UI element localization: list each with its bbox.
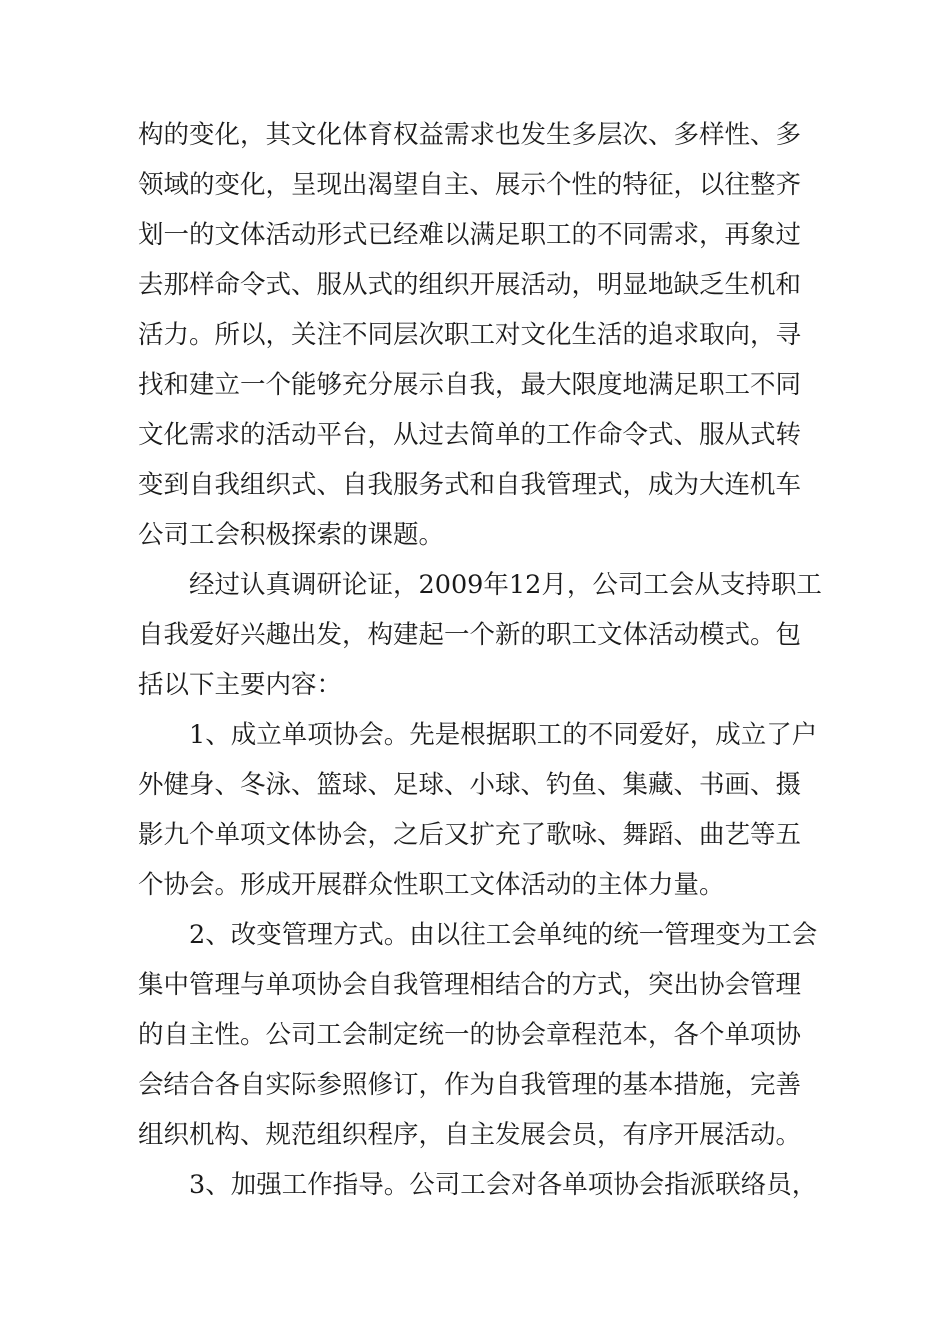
text-line: 外健身、冬泳、篮球、足球、小球、钓鱼、集藏、书画、摄: [138, 770, 802, 800]
paragraph-2: [138, 560, 828, 710]
text-line: 影九个单项文体协会，之后又扩充了歌咏、舞蹈、曲艺等五: [138, 820, 802, 850]
text-line: 去那样命令式、服从式的组织开展活动，明显地缺乏生机和: [138, 270, 802, 300]
text-line: 个协会。形成开展群众性职工文体活动的主体力量。: [138, 870, 725, 900]
text-line: 文化需求的活动平台，从过去简单的工作命令式、服从式转: [138, 420, 802, 450]
text-line: 经过认真调研论证，2009年12月，公司工会从支持职工: [138, 570, 822, 600]
text-line: 括以下主要内容：: [138, 670, 343, 700]
text-line: 的自主性。公司工会制定统一的协会章程范本，各个单项协: [138, 1020, 802, 1050]
paragraph-5: [138, 1160, 828, 1210]
text-line: 构的变化，其文化体育权益需求也发生多层次、多样性、多: [138, 120, 802, 150]
text-line: 领域的变化，呈现出渴望自主、展示个性的特征，以往整齐: [138, 170, 802, 200]
document-body: [138, 110, 828, 1210]
text-line: 3、加强工作指导。公司工会对各单项协会指派联络员，: [138, 1170, 818, 1200]
text-line: 找和建立一个能够充分展示自我，最大限度地满足职工不同: [138, 370, 802, 400]
text-line: 2、改变管理方式。由以往工会单纯的统一管理变为工会: [138, 920, 818, 950]
text-line: 活力。所以，关注不同层次职工对文化生活的追求取向，寻: [138, 320, 802, 350]
text-line: 组织机构、规范组织程序，自主发展会员，有序开展活动。: [138, 1120, 802, 1150]
text-line: 公司工会积极探索的课题。: [138, 520, 445, 550]
text-line: 划一的文体活动形式已经难以满足职工的不同需求，再象过: [138, 220, 802, 250]
text-line: 1、成立单项协会。先是根据职工的不同爱好，成立了户: [138, 720, 818, 750]
text-line: 会结合各自实际参照修订，作为自我管理的基本措施，完善: [138, 1070, 802, 1100]
paragraph-3: [138, 710, 828, 910]
paragraph-4: [138, 910, 828, 1160]
text-line: 集中管理与单项协会自我管理相结合的方式，突出协会管理: [138, 970, 802, 1000]
text-line: 自我爱好兴趣出发，构建起一个新的职工文体活动模式。包: [138, 620, 802, 650]
paragraph-1: [138, 110, 828, 560]
text-line: 变到自我组织式、自我服务式和自我管理式，成为大连机车: [138, 470, 802, 500]
